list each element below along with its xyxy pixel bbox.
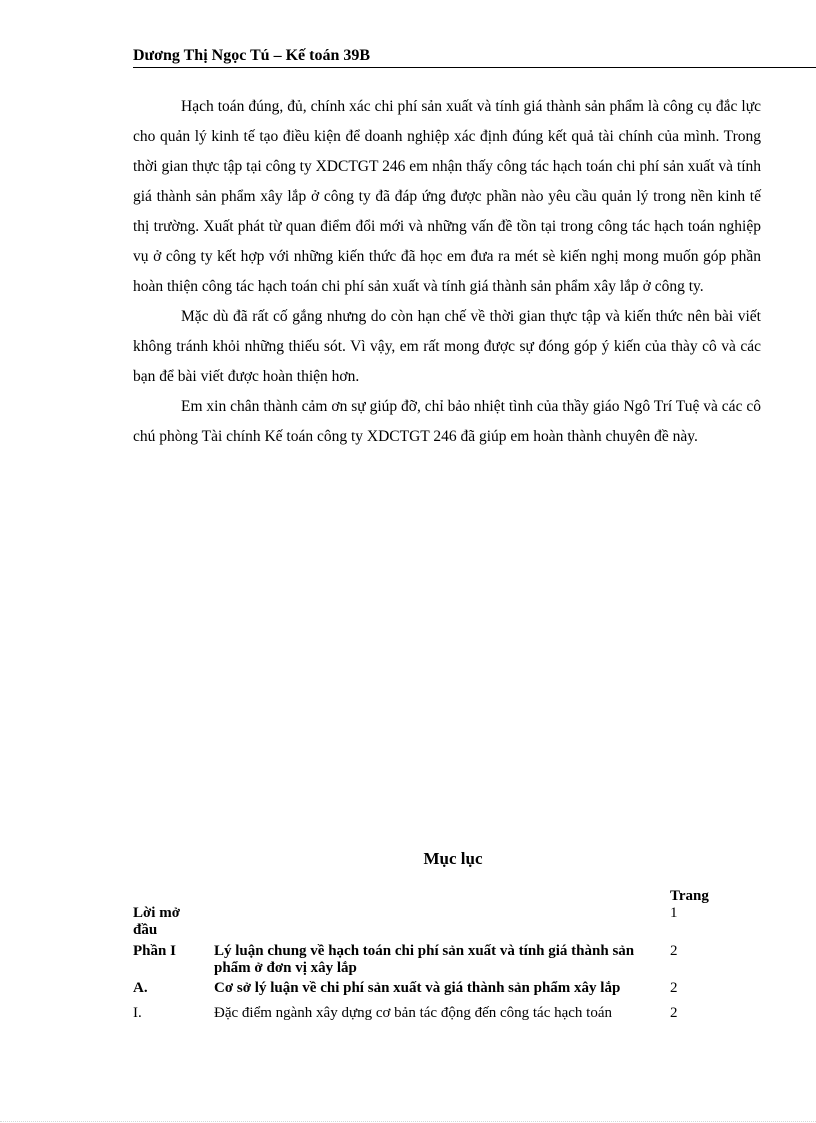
author-line: Dương Thị Ngọc Tú – Kế toán 39B [133,47,371,64]
toc-row-page: 2 [670,980,678,996]
paragraph: Em xin chân thành cảm ơn sự giúp đỡ, chỉ bảo nhiệt tình của thầy giáo Ngô Trí Tuệ và các cô chú phòng Tài chính Kế toán công ty XDCTGT 246 đã giúp em hoàn thành chuyên đề này. [133,398,761,445]
paragraph: Mặc dù đã rất cố gắng nhưng do còn hạn chế về thời gian thực tập và kiến thức nên bài viết không tránh khỏi những thiếu sót. Vì vậy, em rất mong được sự đóng góp ý kiến của thày cô và các bạn để bài viết được hoàn thiện hơn. [133,308,761,385]
toc-row-title: Lý luận chung về hạch toán chi phí sản xuất và tính giá thành sản phẩm ở đơn vị xây lắp [214,943,635,976]
page-header [133,46,816,68]
toc-row-number: Phần I [133,943,176,959]
toc-row-number: A. [133,980,148,996]
toc-row-number: Lời mở đầu [133,905,181,938]
page-bottom-rule [0,1121,816,1122]
toc-row-title: Cơ sở lý luận về chi phí sản xuất và giá thành sản phẩm xây lắp [214,980,621,996]
body-text [133,92,761,452]
toc-page-header: Trang [670,888,709,904]
toc-row-title: Đặc điểm ngành xây dựng cơ bản tác động đến công tác hạch toán [214,1005,613,1021]
paragraph: Hạch toán đúng, đủ, chính xác chi phí sản xuất và tính giá thành sản phẩm là công cụ đắc lực cho quản lý kinh tế tạo điều kiện để doanh nghiệp xác định đúng kết quả tài chính của mình. Trong thời gian thực tập tại công ty XDCTGT 246 em nhận thấy công tác hạch toán chi phí sản xuất và tính giá thành sản phẩm xây lắp ở công ty đã đáp ứng được phần nào yêu cầu quản lý trong nền kinh tế thị trường. Xuất phát từ quan điểm đổi mới và những vấn đề tồn tại trong công tác hạch toán nghiệp vụ ở công ty kết hợp với những kiến thức đã học em đưa ra mét sè kiến nghị mong muốn góp phần hoàn thiện công tác hạch toán chi phí sản xuất và tính giá thành sản phẩm xây lắp ở công ty. [133,98,761,295]
toc-row-page: 2 [670,943,678,959]
toc-row-number: I. [133,1005,142,1021]
toc-title: Mục lục [423,849,483,868]
toc-row-page: 2 [670,1005,678,1021]
toc-row-page: 1 [670,905,678,921]
